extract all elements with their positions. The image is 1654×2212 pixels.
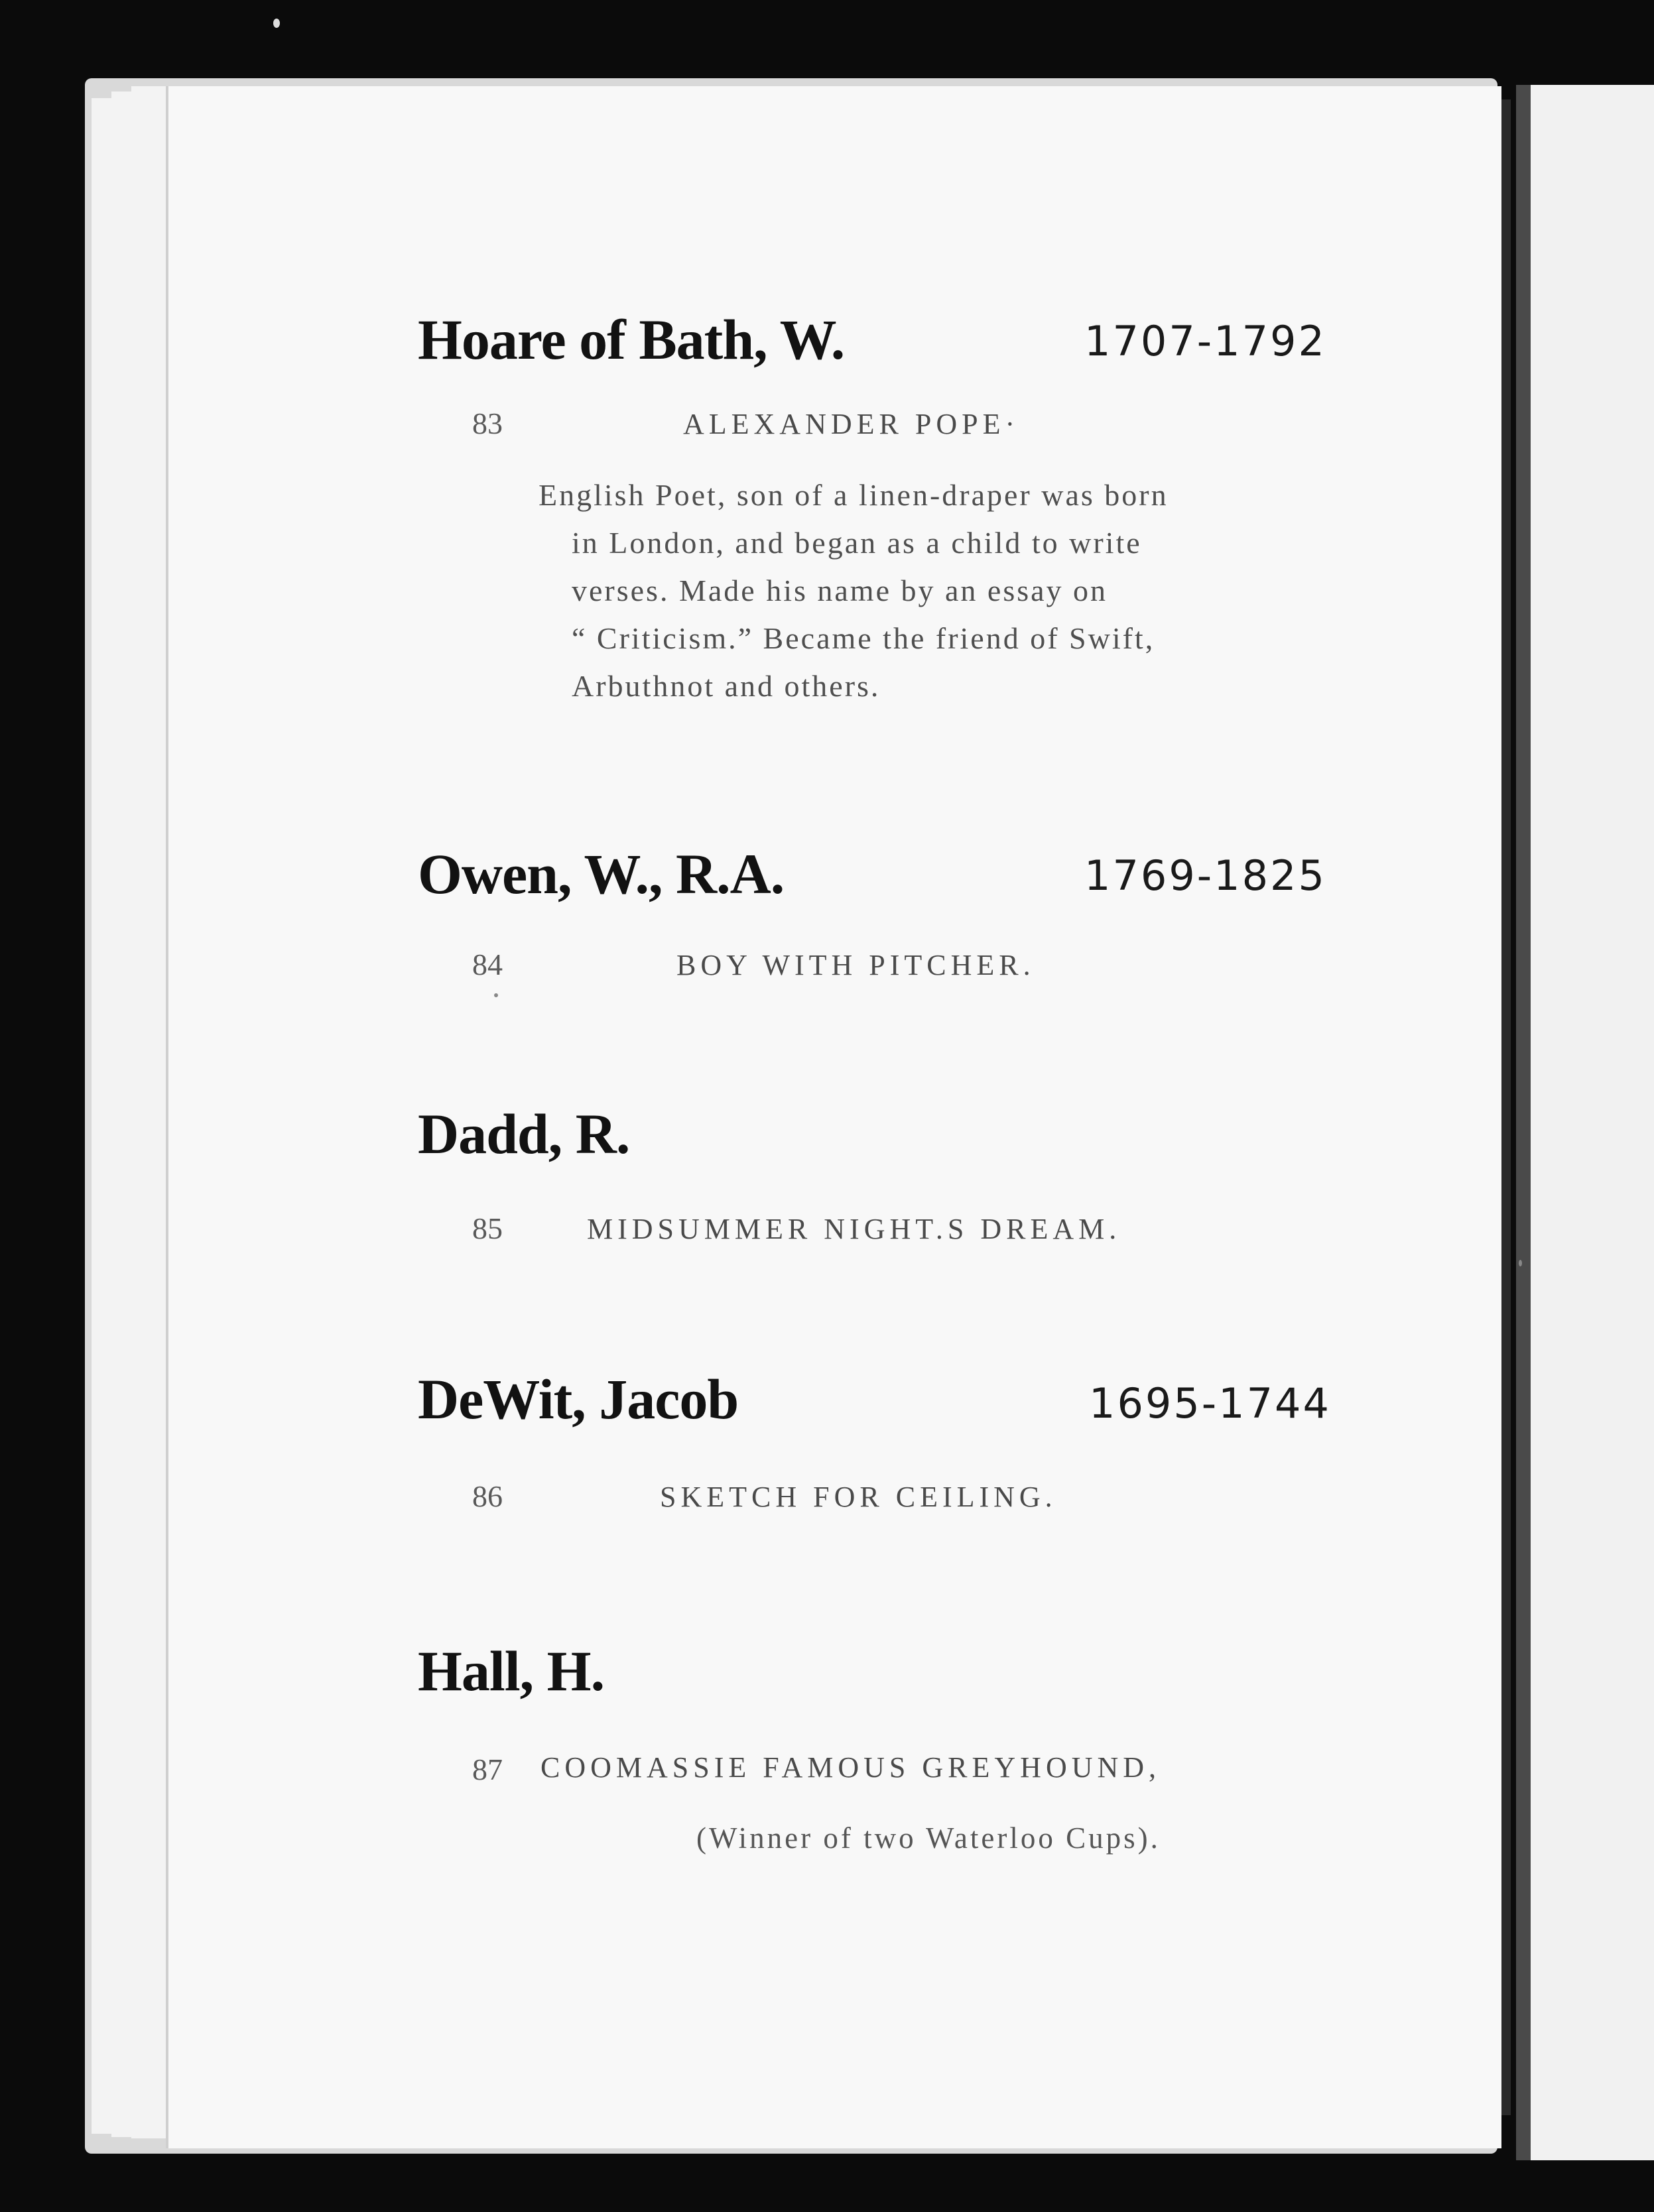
artwork-title: BOY WITH PITCHER.	[676, 949, 1035, 981]
artist-name: Hoare of Bath, W.	[418, 308, 845, 371]
catalogue-number: 85	[472, 1211, 503, 1245]
description-line: verses. Made his name by an essay on	[572, 574, 1108, 607]
artist-dates: 1769-1825	[1084, 851, 1326, 900]
description-line: English Poet, son of a linen-draper was born	[539, 478, 1169, 512]
artist-name: DeWit, Jacob	[418, 1367, 739, 1431]
next-page	[1516, 85, 1654, 2160]
catalogue-number: 83	[472, 406, 503, 440]
description-line: “ Criticism.” Became the friend of Swift,	[572, 621, 1155, 655]
artwork-note: (Winner of two Waterloo Cups).	[696, 1821, 1161, 1855]
artwork-title: ALEXANDER POPE·	[683, 408, 1020, 440]
artwork-title: MIDSUMMER NIGHT.S DREAM.	[587, 1213, 1121, 1245]
artist-name: Hall, H.	[418, 1639, 605, 1703]
next-page-fold	[1516, 85, 1531, 2160]
catalogue-number: 87	[472, 1752, 503, 1786]
catalogue-number: 86	[472, 1479, 503, 1513]
scan-speck	[273, 19, 280, 28]
artwork-title: COOMASSIE FAMOUS GREYHOUND,	[541, 1751, 1161, 1784]
artist-dates: 1707-1792	[1084, 317, 1326, 365]
scan-speck	[1519, 1260, 1522, 1266]
artist-name: Owen, W., R.A.	[418, 842, 785, 906]
catalogue-number: 84	[472, 948, 503, 981]
description-line: in London, and began as a child to write	[572, 526, 1142, 560]
artist-name: Dadd, R.	[418, 1102, 630, 1166]
artwork-title: SKETCH FOR CEILING.	[660, 1481, 1057, 1513]
description-line: Arbuthnot and others.	[572, 669, 881, 703]
scan-speck	[494, 993, 498, 997]
artist-dates: 1695-1744	[1089, 1379, 1331, 1428]
